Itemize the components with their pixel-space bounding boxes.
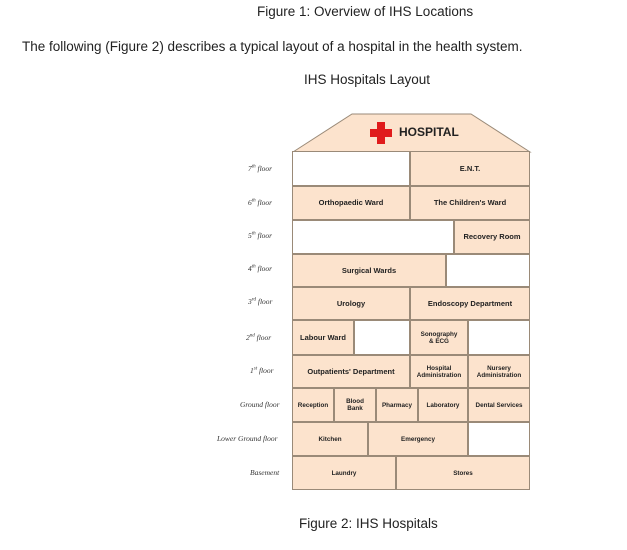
floor-label-7: 7th floor xyxy=(248,164,273,173)
room-empty xyxy=(292,151,410,186)
room-pharmacy: Pharmacy xyxy=(376,388,418,422)
red-cross-icon xyxy=(370,122,392,144)
room-ent: E.N.T. xyxy=(410,151,530,186)
figure-2-caption: Figure 2: IHS Hospitals xyxy=(299,516,438,531)
room-endoscopy-department: Endoscopy Department xyxy=(410,287,530,320)
hospital-label: HOSPITAL xyxy=(399,125,459,139)
room-label-line: Sonography xyxy=(420,330,458,338)
room-label-line: Nursery xyxy=(487,364,511,372)
room-label-line: Hospital xyxy=(426,364,452,372)
floor-label-basement: Basement xyxy=(250,468,280,477)
room-empty xyxy=(468,422,530,456)
room-surgical-wards: Surgical Wards xyxy=(292,254,446,287)
room-laundry: Laundry xyxy=(292,456,396,490)
room-empty xyxy=(292,220,454,254)
room-empty xyxy=(354,320,410,355)
room-orthopaedic-ward: Orthopaedic Ward xyxy=(292,186,410,220)
room-labour-ward: Labour Ward xyxy=(292,320,354,355)
room-label-line: Administration xyxy=(476,371,522,379)
room-urology: Urology xyxy=(292,287,410,320)
room-recovery-room: Recovery Room xyxy=(454,220,530,254)
room-label-line: Bank xyxy=(347,405,363,412)
floor-label-lower-ground: Lower Ground floor xyxy=(217,434,278,443)
room-hospital-administration xyxy=(410,355,468,388)
room-nursery-administration xyxy=(468,355,530,388)
intro-paragraph: The following (Figure 2) describes a typical layout of a hospital in the health system. xyxy=(22,39,523,54)
room-label-line: & ECG xyxy=(429,337,449,345)
floor-label-ground: Ground floor xyxy=(240,400,280,409)
room-laboratory: Laboratory xyxy=(418,388,468,422)
room-emergency: Emergency xyxy=(368,422,468,456)
figure-1-caption: Figure 1: Overview of IHS Locations xyxy=(257,4,474,19)
floor-label-4: 4th floor xyxy=(248,264,273,273)
room-outpatients-department: Outpatients' Department xyxy=(292,355,410,388)
room-stores: Stores xyxy=(396,456,530,490)
room-kitchen: Kitchen xyxy=(292,422,368,456)
floor-label-1: 1st floor xyxy=(250,366,274,375)
floor-label-3: 3rd floor xyxy=(248,297,273,306)
room-reception: Reception xyxy=(292,388,334,422)
room-empty xyxy=(468,320,530,355)
room-label-line: Blood xyxy=(346,398,364,405)
room-label-line: Administration xyxy=(416,371,462,379)
floor-label-2: 2nd floor xyxy=(246,333,272,342)
floor-label-5: 5th floor xyxy=(248,231,273,240)
room-sonography-ecg xyxy=(410,320,468,355)
layout-title: IHS Hospitals Layout xyxy=(304,72,431,87)
room-blood-bank xyxy=(334,388,376,422)
room-dental-services: Dental Services xyxy=(468,388,530,422)
room-empty xyxy=(446,254,530,287)
room-childrens-ward: The Children's Ward xyxy=(410,186,530,220)
floor-label-6: 6th floor xyxy=(248,198,273,207)
